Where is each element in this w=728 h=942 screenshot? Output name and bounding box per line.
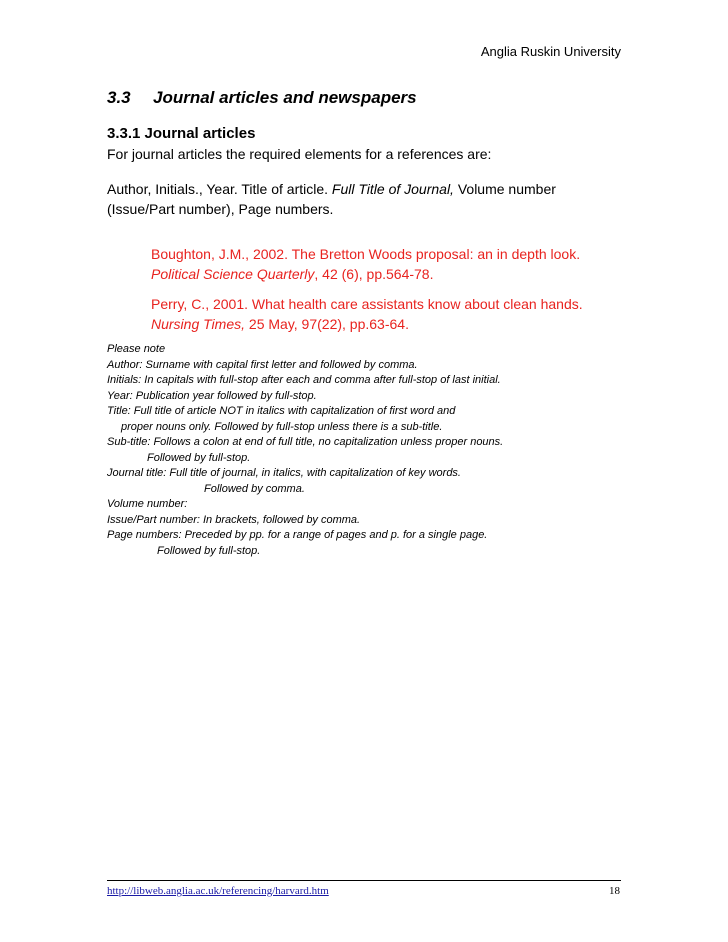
example-reference-1-line-1: Boughton, J.M., 2002. The Bretton Woods proposal: an in depth look. bbox=[151, 246, 581, 262]
note-line: proper nouns only. Followed by full-stop unless there is a sub-title. bbox=[121, 420, 443, 433]
note-line: Followed by comma. bbox=[204, 482, 305, 495]
format-journal-italic: Full Title of Journal, bbox=[331, 181, 454, 197]
notes-heading: Please note bbox=[107, 343, 166, 355]
note-line: Title: Full title of article NOT in italics with capitalization of first word and bbox=[107, 405, 456, 417]
note-line: Issue/Part number: In brackets, followed by comma. bbox=[107, 513, 361, 526]
section-title: Journal articles and newspapers bbox=[153, 88, 417, 107]
section-heading bbox=[107, 88, 417, 108]
format-elements: Author, Initials., Year. Title of article. bbox=[107, 181, 332, 197]
format-volume: Volume number bbox=[453, 181, 556, 197]
footer-page-number: 18 bbox=[609, 885, 620, 897]
example-reference-1-journal: Political Science Quarterly bbox=[151, 266, 315, 282]
note-line: Journal title: Full title of journal, in italics, with capitalization of key words. bbox=[107, 467, 461, 479]
note-line: Volume number: bbox=[107, 498, 188, 510]
example-reference-2-details: 25 May, 97(22), pp.63-64. bbox=[245, 316, 409, 332]
reference-format-line-2: (Issue/Part number), Page numbers. bbox=[107, 201, 334, 217]
reference-format-line-1 bbox=[107, 179, 556, 199]
note-line: Followed by full-stop. bbox=[157, 544, 261, 557]
note-line: Author: Surname with capital first letter and followed by comma. bbox=[107, 358, 418, 371]
example-reference-1-line-2 bbox=[151, 264, 433, 284]
example-reference-2-line-1: Perry, C., 2001. What health care assistants know about clean hands. bbox=[151, 296, 583, 312]
example-reference-1-details: , 42 (6), pp.564-78. bbox=[314, 266, 434, 282]
note-line: Page numbers: Preceded by pp. for a range of pages and p. for a single page. bbox=[107, 529, 488, 541]
example-reference-2-line-2 bbox=[151, 314, 409, 334]
page-header-institution: Anglia Ruskin University bbox=[480, 44, 621, 59]
subsection-heading: 3.3.1 Journal articles bbox=[107, 125, 256, 142]
note-line: Initials: In capitals with full-stop after each and comma after full-stop of last initial. bbox=[107, 374, 501, 386]
footer-url-link[interactable]: http://libweb.anglia.ac.uk/referencing/harvard.htm bbox=[107, 885, 329, 897]
example-reference-2-journal: Nursing Times, bbox=[151, 316, 246, 332]
intro-text: For journal articles the required elements for a references are: bbox=[107, 146, 492, 162]
footer-divider bbox=[107, 880, 621, 881]
note-line: Sub-title: Follows a colon at end of full title, no capitalization unless proper nouns. bbox=[107, 436, 504, 448]
note-line: Followed by full-stop. bbox=[147, 451, 251, 464]
section-number: 3.3 bbox=[107, 88, 131, 107]
note-line: Year: Publication year followed by full-stop. bbox=[107, 389, 317, 402]
